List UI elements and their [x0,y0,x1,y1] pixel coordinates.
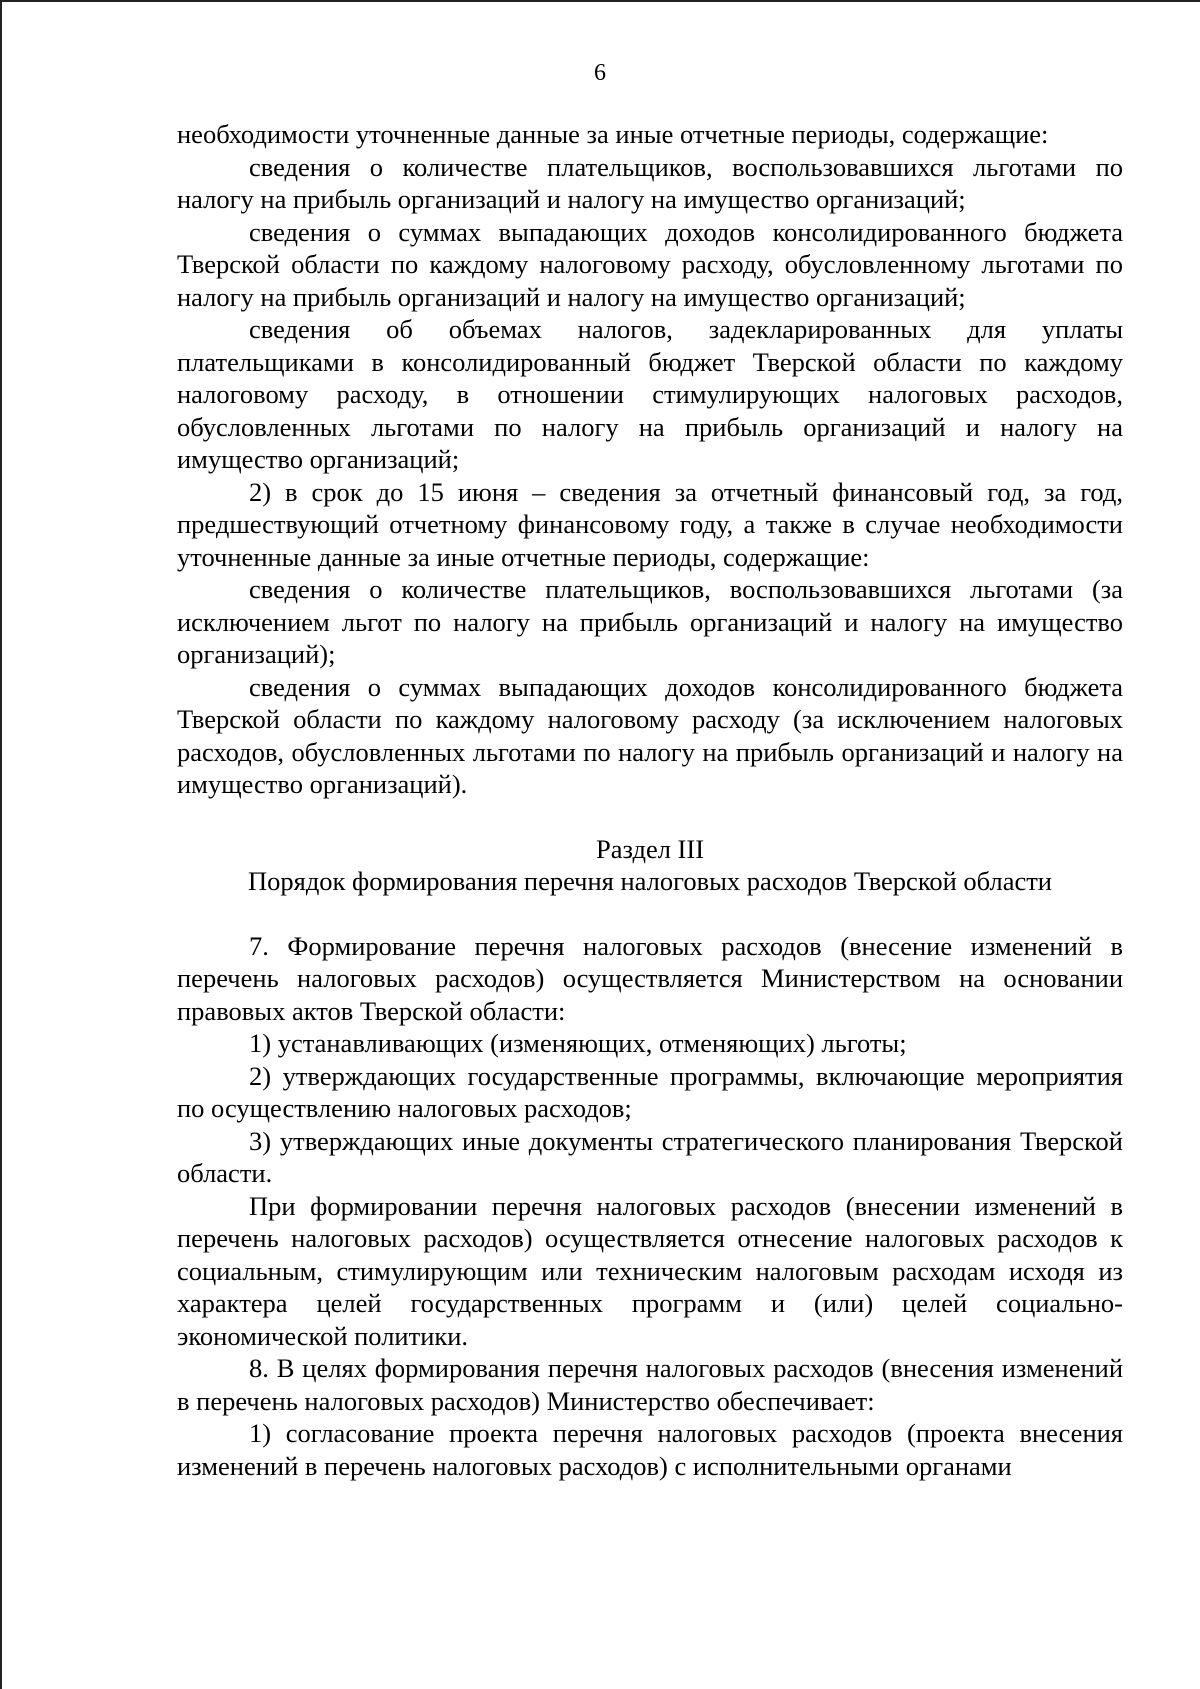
page-number: 6 [594,60,606,86]
document-body [177,118,1123,1482]
paragraph: 2) утверждающих государственные программы, включающие мероприятия по осуществлению налоговых расходов; [177,1060,1123,1123]
page-edge-top [0,0,1200,2]
paragraphs-before-section [177,118,1123,801]
paragraph: При формировании перечня налоговых расходов (внесении изменений в перечень налоговых расходов) осуществляется отнесение налоговых расходов к социальным, стимулирующим или техническим налоговым расходам исходя из характера целей государственных программ и (или) целей социально-экономической политики. [177,1190,1123,1351]
paragraph: 7. Формирование перечня налоговых расходов (внесение изменений в перечень налоговых расходов) осуществляется Министерством на основании правовых актов Тверской области: [177,930,1123,1026]
paragraph: 1) устанавливающих (изменяющих, отменяющих) льготы; [249,1028,907,1058]
paragraph: сведения об объемах налогов, задекларированных для уплаты плательщиками в консолидированный бюджет Тверской области по каждому налоговому расходу, в отношении стимулирующих налоговых расходов, обусловленных льготами по налогу на прибыль организаций и налогу на имущество организаций; [177,314,1123,474]
paragraph: 8. В целях формирования перечня налоговых расходов (внесения изменений в перечень налоговых расходов) Министерство обеспечивает: [177,1353,1123,1416]
page-edge-left [0,0,2,1689]
paragraph: 3) утверждающих иные документы стратегического планирования Тверской области. [177,1125,1123,1188]
paragraph: сведения о суммах выпадающих доходов консолидированного бюджета Тверской области по каждому налоговому расходу, обусловленному льготами по налогу на прибыль организаций и налогу на имущество организаций; [177,216,1123,312]
paragraph: сведения о количестве плательщиков, воспользовавшихся льготами (за исключением льгот по налогу на прибыль организаций и налогу на имущество организаций); [177,574,1123,669]
paragraph: необходимости уточненные данные за иные отчетные периоды, содержащие: [177,119,1049,149]
paragraph: сведения о количестве плательщиков, воспользовавшихся льготами по налогу на прибыль организаций и налогу на имущество организаций; [177,151,1123,214]
section-title: Раздел III [595,833,705,864]
paragraphs-after-section [177,930,1123,1483]
paragraph: сведения о суммах выпадающих доходов консолидированного бюджета Тверской области по каждому налоговому расходу (за исключением налоговых расходов, обусловленных льготами по налогу на прибыль организаций и налогу на имущество организаций). [177,671,1123,799]
paragraph: 2) в срок до 15 июня – сведения за отчетный финансовый год, за год, предшествующий отчетному финансовому году, а также в случае необходимости уточненные данные за иные отчетные периоды, содержащие: [177,476,1123,572]
paragraph: 1) согласование проекта перечня налоговых расходов (проекта внесения изменений в перечень налоговых расходов) с исполнительными органами [177,1418,1123,1481]
section-subtitle: Порядок формирования перечня налоговых расходов Тверской области [248,866,1052,896]
